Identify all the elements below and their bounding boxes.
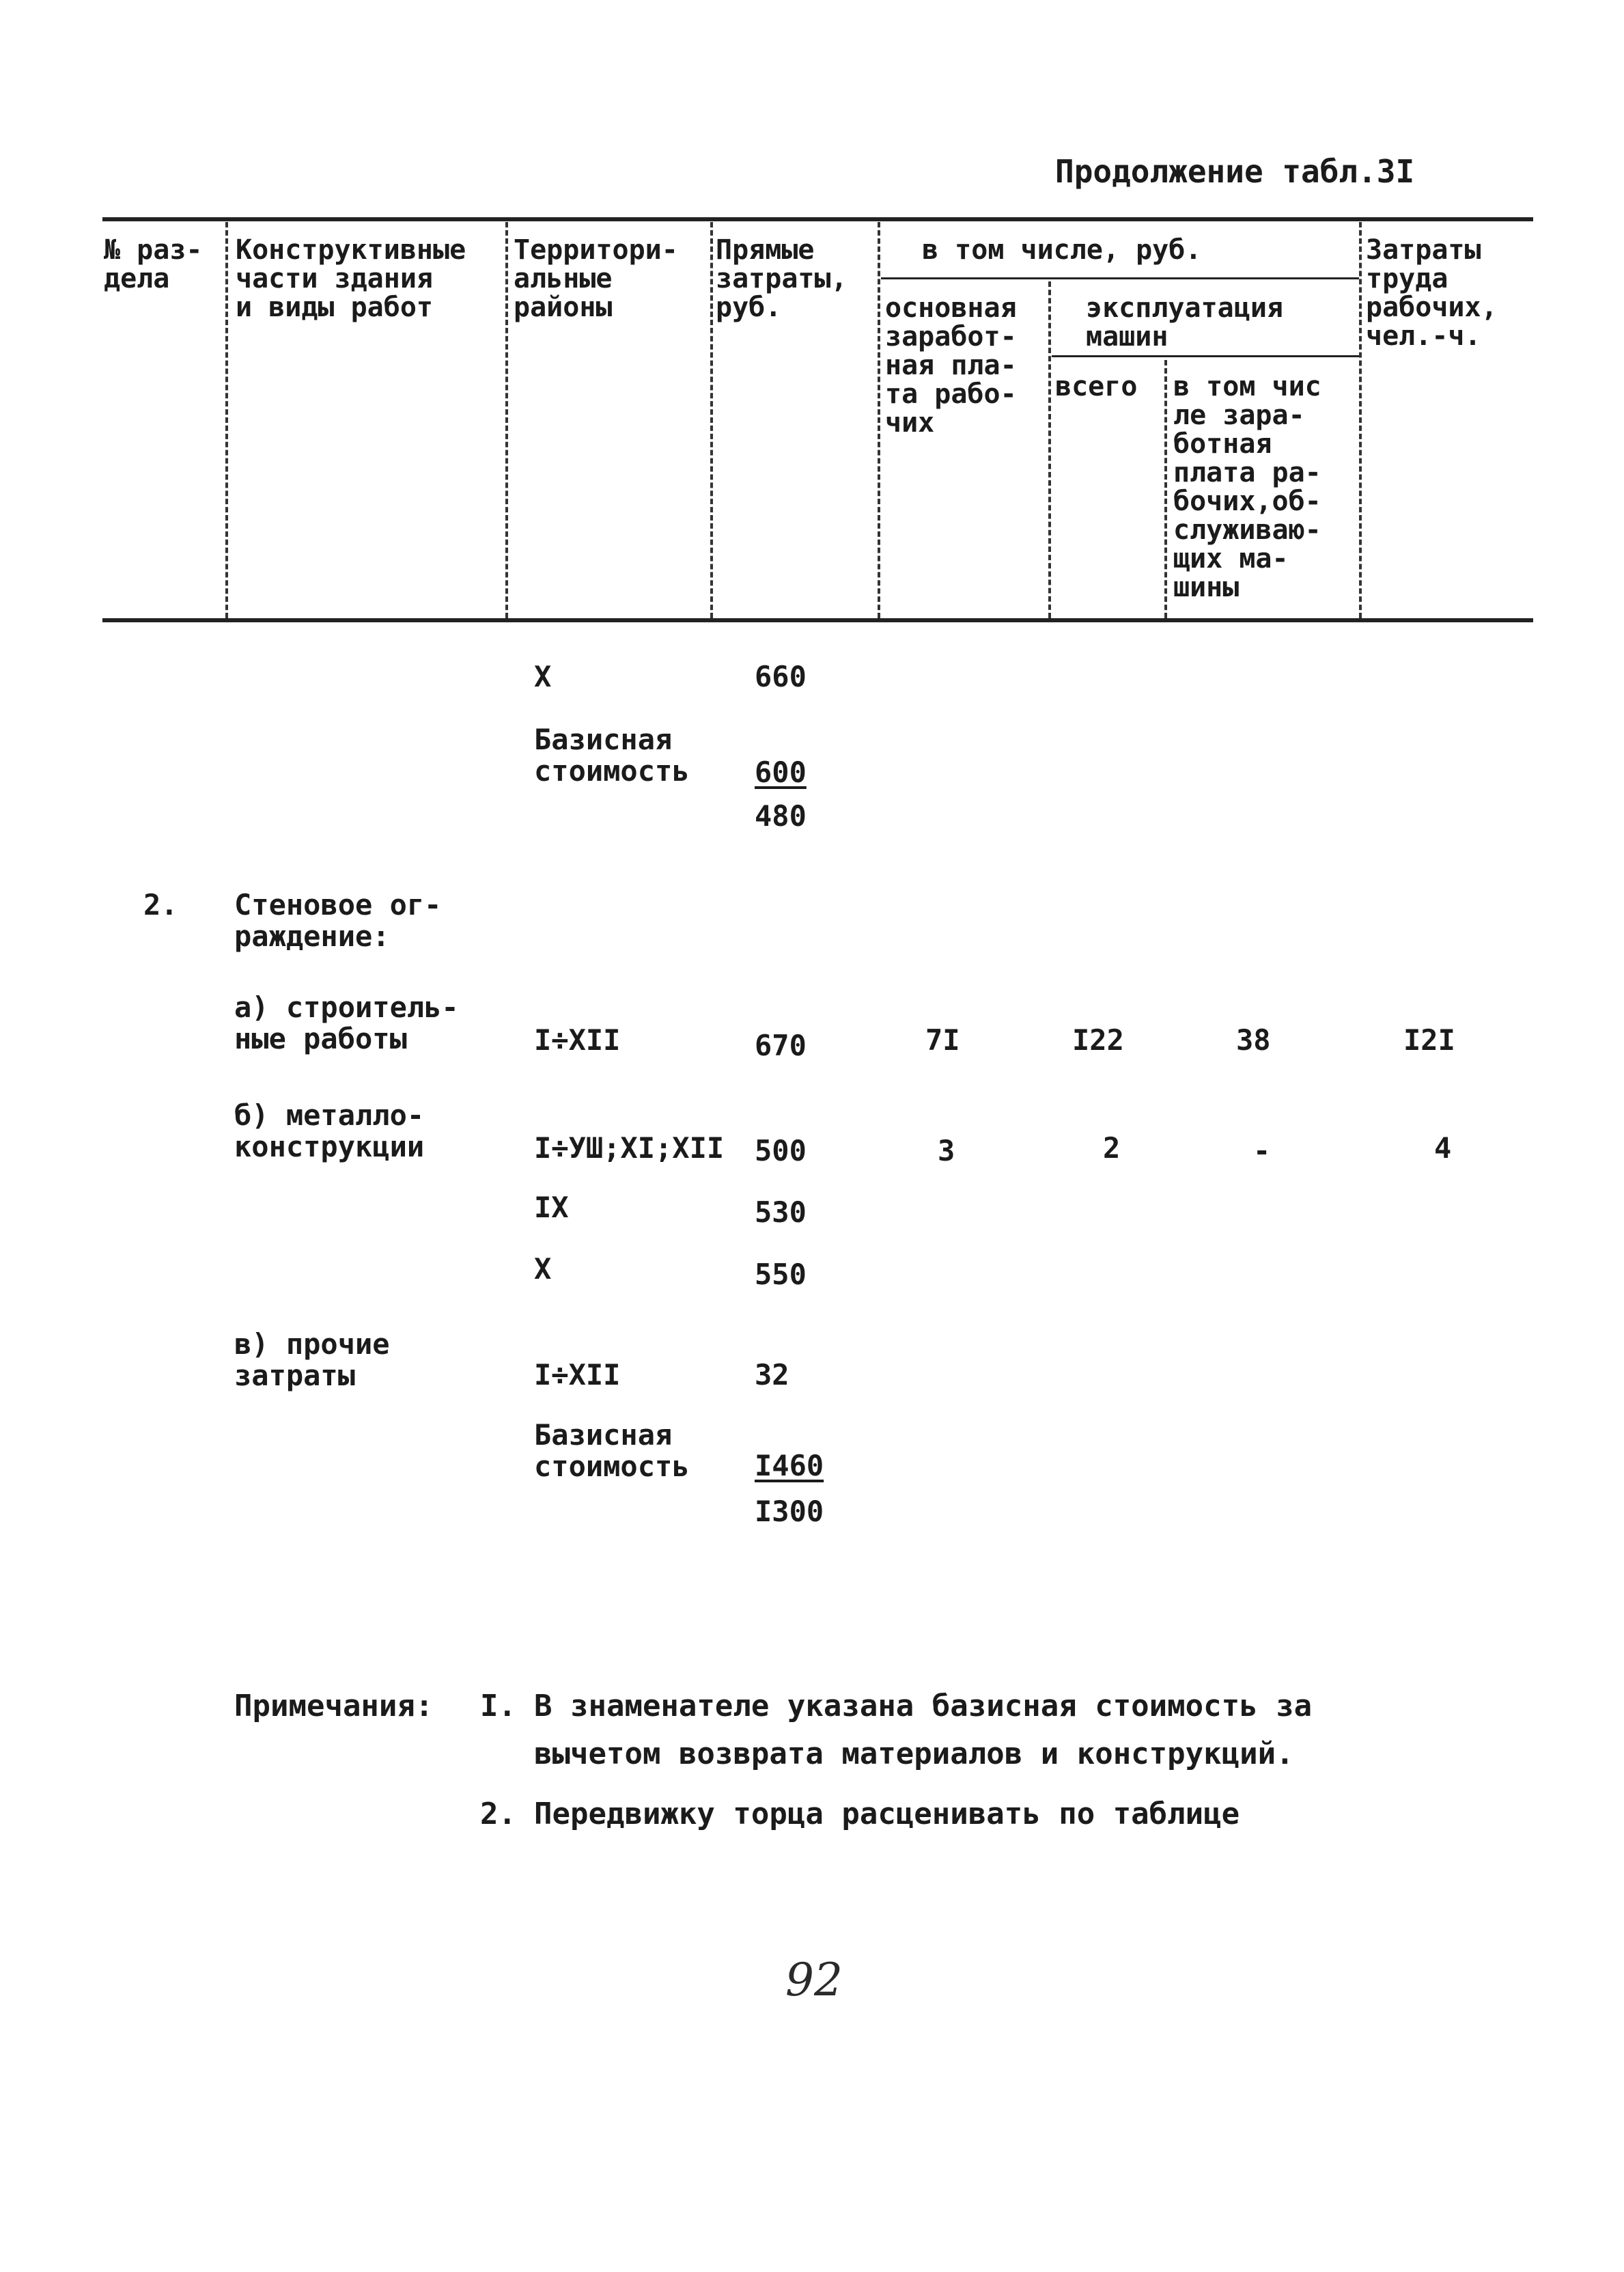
- header-territorial-regions: Территори- альные районы: [514, 234, 678, 323]
- work-item-label: б) металло- конструкции: [234, 1098, 425, 1163]
- direct-cost-cell: 530: [755, 1195, 807, 1229]
- machines-wage-cell: 38: [1236, 1023, 1271, 1057]
- header-structural-parts: Конструктивные части здания и виды работ: [236, 234, 466, 323]
- table-top-rule: [102, 217, 1533, 221]
- machines-wage-cell: -: [1253, 1134, 1271, 1167]
- column-separator: [1048, 281, 1051, 618]
- direct-cost-cell: 500: [755, 1134, 807, 1167]
- table-caption: Продолжение табл.3I: [1055, 153, 1415, 190]
- work-item-label: в) прочие затраты: [234, 1327, 390, 1392]
- header-direct-costs: Прямые затраты, руб.: [716, 234, 848, 323]
- note-text: вычетом возврата материалов и конструкций.: [534, 1736, 1294, 1771]
- direct-cost-cell: 670: [755, 1029, 807, 1062]
- base-wage-cell: 3: [938, 1134, 955, 1167]
- base-cost-label: Базисная стоимость: [534, 723, 690, 788]
- section-number: 2.: [143, 888, 178, 922]
- note-number: 2.: [480, 1797, 516, 1831]
- header-machine-operation: эксплуатация машин: [1086, 292, 1283, 352]
- column-separator: [1359, 222, 1362, 618]
- direct-cost-cell: 32: [755, 1358, 789, 1391]
- base-cost-numerator: 600: [755, 756, 807, 789]
- header-including: в том числе, руб.: [922, 234, 1202, 266]
- machines-total-cell: I22: [1072, 1023, 1124, 1057]
- section-title: Стеновое ог- раждение:: [234, 888, 442, 953]
- header-machines-total: всего: [1055, 371, 1138, 402]
- note-number: I.: [480, 1689, 516, 1723]
- table-header-bottom-rule: [102, 618, 1533, 622]
- work-item-label: а) строитель- ные работы: [234, 990, 459, 1055]
- direct-cost-cell: 660: [755, 660, 807, 693]
- column-separator: [225, 222, 228, 618]
- column-separator: [878, 222, 880, 618]
- header-machines-wage: в том чис ле зара- ботная плата ра- бочих,об- служиваю- щих ма- шины: [1173, 371, 1321, 603]
- region-cell: I÷XII: [534, 1358, 621, 1391]
- region-cell: IX: [534, 1191, 569, 1224]
- base-cost-denominator: I300: [755, 1495, 824, 1528]
- note-text: В знаменателе указана базисная стоимость за: [534, 1689, 1313, 1723]
- header-base-wage: основная заработ- ная пла- та рабо- чих: [885, 292, 1017, 439]
- column-separator: [1164, 360, 1167, 618]
- note-text: Передвижку торца расценивать по таблице: [534, 1797, 1240, 1831]
- region-cell: I÷XII: [534, 1023, 621, 1057]
- column-separator: [710, 222, 713, 618]
- column-separator: [505, 222, 508, 618]
- labor-cost-cell: 4: [1434, 1131, 1452, 1165]
- base-cost-denominator: 480: [755, 799, 807, 833]
- labor-cost-cell: I2I: [1403, 1023, 1455, 1057]
- region-cell: I÷УШ;XI;XII: [534, 1131, 725, 1165]
- base-cost-label: Базисная стоимость: [534, 1418, 690, 1483]
- region-cell: X: [534, 660, 552, 693]
- region-cell: X: [534, 1252, 552, 1286]
- base-cost-numerator: I460: [755, 1449, 824, 1482]
- header-section-number: № раз- дела: [104, 234, 203, 294]
- page-number: 92: [785, 1954, 843, 2006]
- direct-cost-cell: 550: [755, 1258, 807, 1291]
- base-wage-cell: 7I: [925, 1023, 960, 1057]
- header-labor-costs: Затраты труда рабочих, чел.-ч.: [1366, 234, 1498, 352]
- machines-divider-rule: [1052, 355, 1359, 357]
- including-divider-rule: [881, 277, 1359, 279]
- notes-title: Примечания:: [234, 1689, 434, 1723]
- machines-total-cell: 2: [1103, 1131, 1121, 1165]
